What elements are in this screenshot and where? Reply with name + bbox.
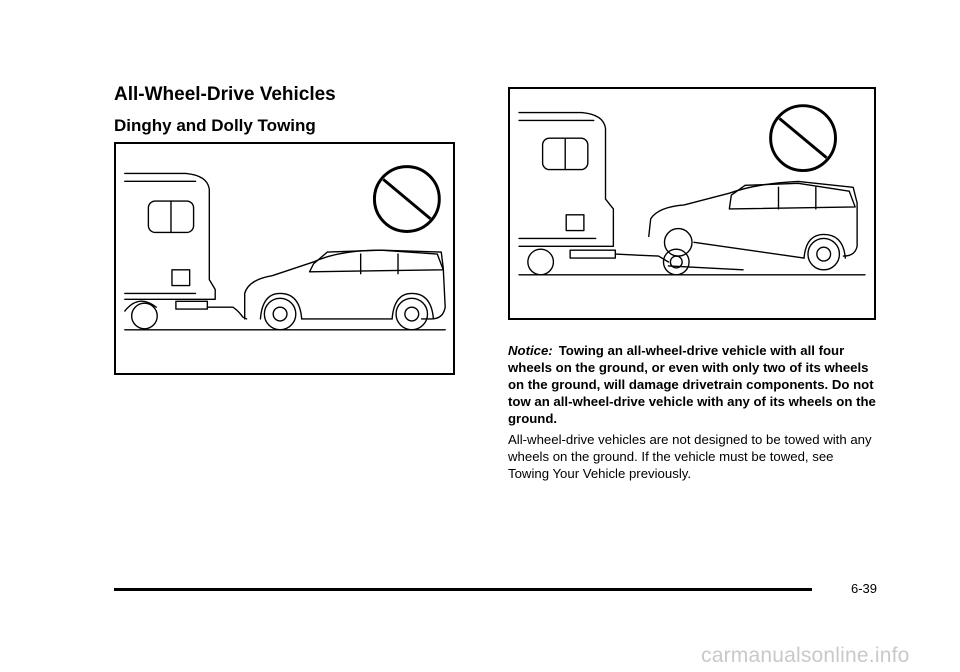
dolly-towing-illustration [510,89,874,318]
motorhome-bumper [176,301,207,309]
suv-front-wheel [264,298,295,329]
notice-paragraph [508,342,876,427]
suv-window-band [310,250,444,272]
dolly-towing-figure [508,87,876,320]
suv-rear-wheel [808,238,839,269]
dinghy-towing-illustration [116,144,453,373]
footer-rule [114,588,812,591]
prohibited-icon [374,167,439,232]
subsection-title: Dinghy and Dolly Towing [114,116,316,135]
watermark: carmanualsonline.info [701,644,910,667]
motorhome-light [172,270,190,286]
motorhome-wheel [132,303,158,329]
prohibited-icon [771,106,836,171]
motorhome-light [566,215,584,231]
body-paragraph: All-wheel-drive vehicles are not designed to be towed with any wheels on the ground. If the vehicle must be towed, see Towing Your Vehicle previously. [508,432,872,481]
suv-body [649,181,857,256]
dolly-ramp [668,266,743,270]
notice-text: Towing an all-wheel-drive vehicle with all four wheels on the ground, or even with only two of its wheels on the ground, will damage drivetrain components. Do not tow an all-wheel-drive vehicle with any of its wheels on the ground. [508,343,876,426]
dinghy-towing-figure [114,142,455,375]
notice-label: Notice: [508,343,553,358]
motorhome-bumper [570,250,615,258]
page-number: 6-39 [851,581,878,596]
section-title: All-Wheel-Drive Vehicles [114,84,336,105]
suv-rear-wheel [396,298,427,329]
motorhome-body [125,173,215,299]
suv-front-wheel [664,229,692,257]
tow-bar [207,307,246,319]
motorhome-wheel [528,249,554,275]
dolly-tongue [615,254,668,262]
